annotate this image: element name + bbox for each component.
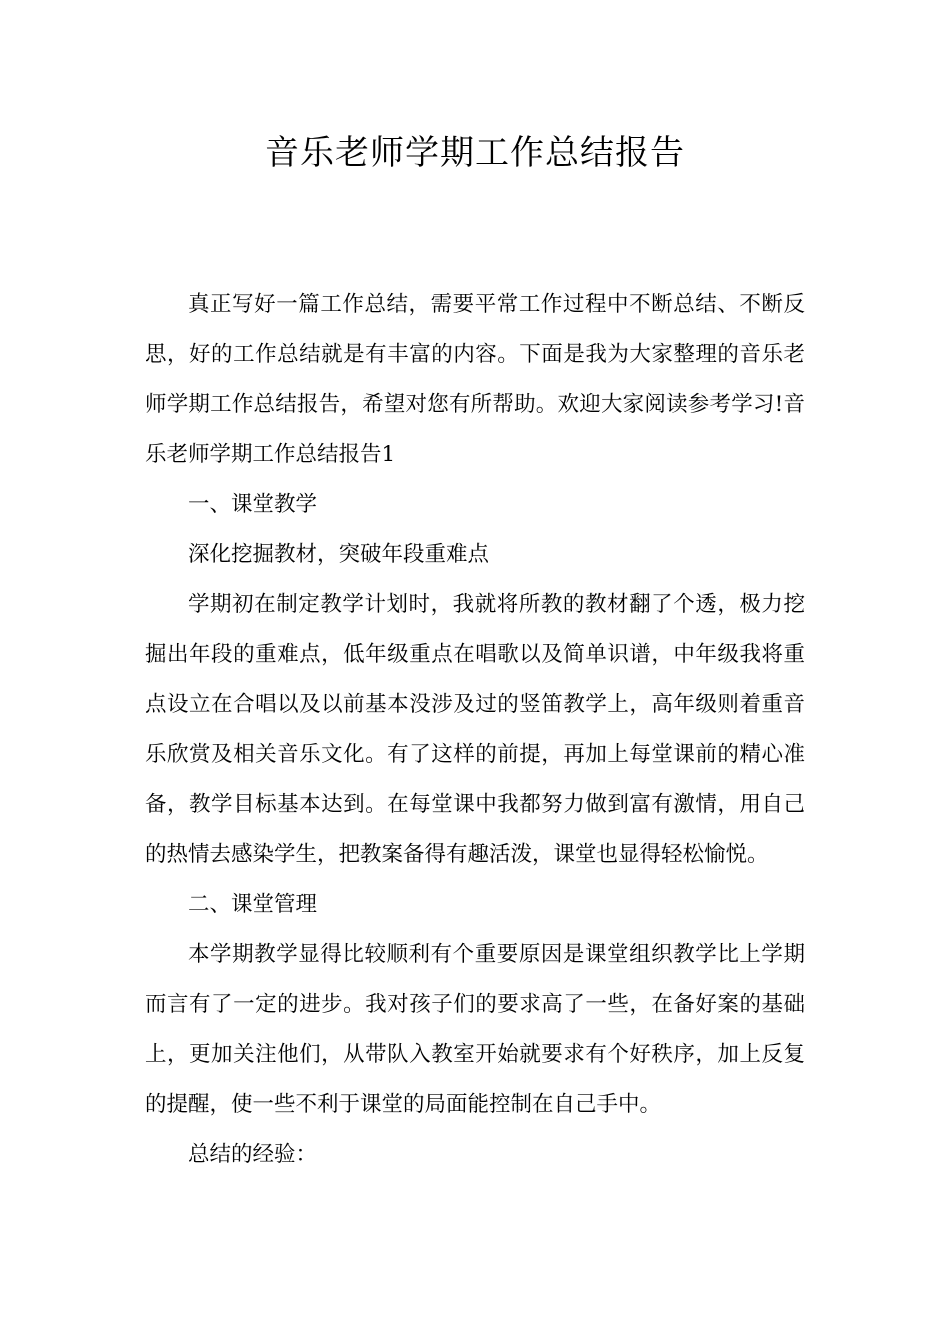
section-heading-classroom-teaching: 一、课堂教学: [188, 492, 318, 517]
management-paragraph: 本学期教学显得比较顺利有个重要原因是课堂组织教学比上学期而言有了一定的进步。我对孩子们的要求高了一些，在备好案的基础上，更加关注他们，从带队入教室开始就要求有个好秩序，加上反复的提醒，使一些不利于课堂的局面能控制在自己手中。: [145, 942, 805, 1117]
document-body: [145, 280, 805, 1180]
document-title: 音乐老师学期工作总结报告: [265, 133, 685, 173]
subheading-textbook: 深化挖掘教材，突破年段重难点: [188, 542, 490, 567]
intro-paragraph: 真正写好一篇工作总结，需要平常工作过程中不断总结、不断反思，好的工作总结就是有丰富的内容。下面是我为大家整理的音乐老师学期工作总结报告，希望对您有所帮助。欢迎大家阅读参考学习!音乐老师学期工作总结报告1: [145, 292, 805, 467]
section-heading-classroom-management: 二、课堂管理: [188, 892, 318, 917]
teaching-paragraph: 学期初在制定教学计划时，我就将所教的教材翻了个透，极力挖掘出年段的重难点，低年级重点在唱歌以及简单识谱，中年级我将重点设立在合唱以及以前基本没涉及过的竖笛教学上，高年级则着重音乐欣赏及相关音乐文化。有了这样的前提，再加上每堂课前的精心准备，教学目标基本达到。在每堂课中我都努力做到富有激情，用自己的热情去感染学生，把教案备得有趣活泼，课堂也显得轻松愉悦。: [145, 592, 805, 867]
experience-heading: 总结的经验：: [188, 1142, 318, 1167]
